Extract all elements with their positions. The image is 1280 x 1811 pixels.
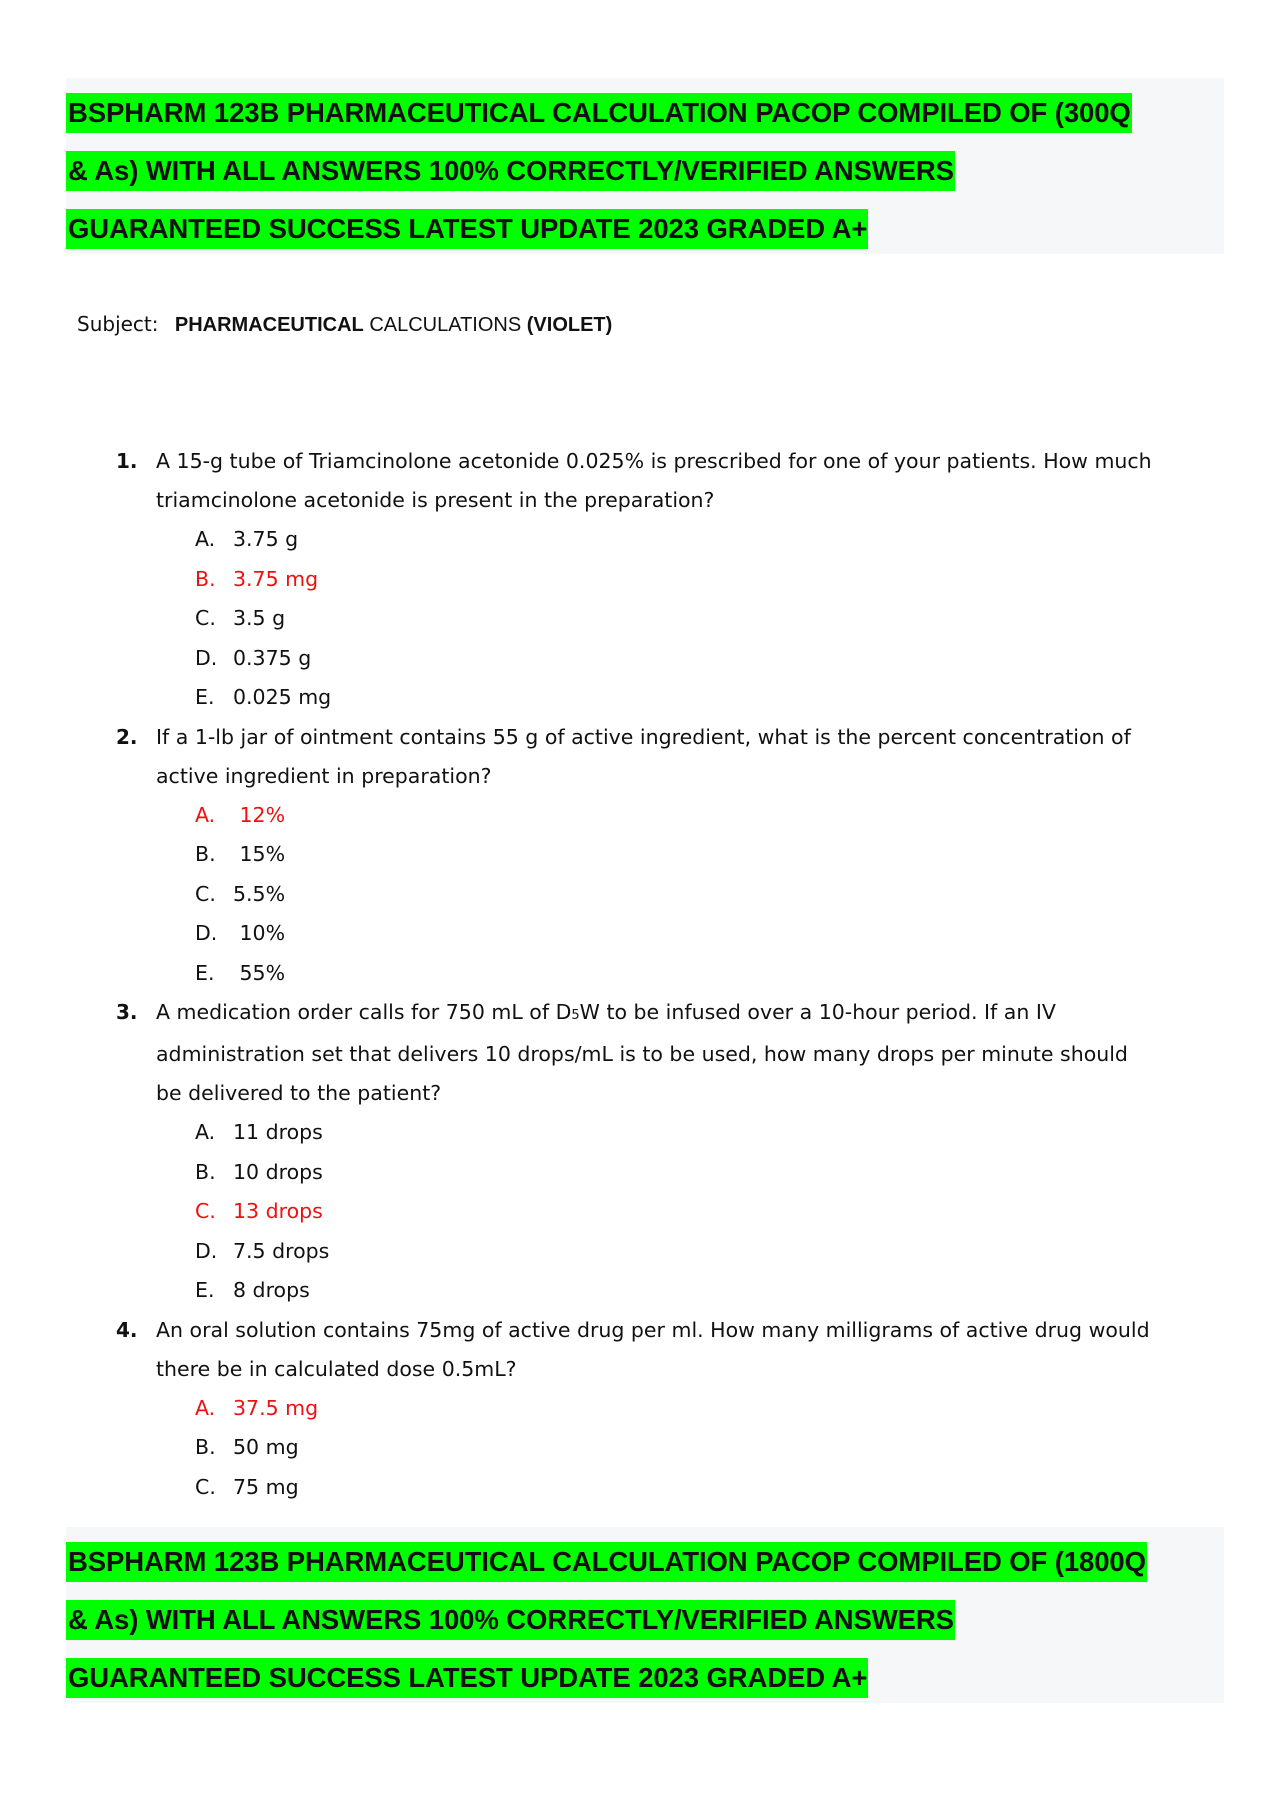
question-4 [0,1311,1280,1508]
title-line: BSPHARM 123B PHARMACEUTICAL CALCULATION PACOP COMPILED OF (300Q [66,88,1224,146]
question-2 [0,718,1280,994]
title-line: GUARANTEED SUCCESS LATEST UPDATE 2023 GRADED A+ [66,204,1224,262]
option-d: D. 10% [195,921,286,945]
option-a: A. 11 drops [195,1120,323,1144]
question-text: A 15-g tube of Triamcinolone acetonide 0.025% is prescribed for one of your patients. How much triamcinolone acetonide is present in the preparation? [156,449,1152,512]
subject-label: Subject: [77,312,159,336]
subject-part-1: PHARMACEUTICAL [174,314,364,336]
option-b: B. 50 mg [195,1435,299,1459]
title-line: BSPHARM 123B PHARMACEUTICAL CALCULATION PACOP COMPILED OF (1800Q [66,1537,1224,1595]
question-text: If a 1-lb jar of ointment contains 55 g of active ingredient, what is the percent concentration of active ingredient in preparation? [156,724,1131,788]
title-banner-bottom [66,1527,1224,1703]
option-list [0,1389,1280,1508]
question-list [0,442,1280,1507]
option-c-correct: C. 13 drops [195,1199,323,1223]
title-line: GUARANTEED SUCCESS LATEST UPDATE 2023 GRADED A+ [66,1653,1224,1711]
option-c: C. 75 mg [195,1474,299,1499]
option-d: D. 0.375 g [195,645,312,670]
option-list [0,520,1280,718]
question-number: 2. [116,724,138,749]
option-e: E. 55% [195,960,286,985]
question-number: 3. [116,1000,138,1024]
subject-line [77,312,612,337]
option-d: D. 7.5 drops [195,1238,330,1263]
option-e: E. 8 drops [195,1278,310,1302]
option-b: B. 15% [195,842,286,866]
subscript: 5 [571,1008,580,1023]
subject-part-2: CALCULATIONS [363,314,527,336]
option-list [0,1113,1280,1311]
question-text: A medication order calls for 750 mL of D5W to be infused over a 10-hour period. If an IV administration set that delivers 10 drops/mL is to be used, how many drops per minute should be delivered to the patient? [156,1000,1128,1105]
option-a-correct: A. 12% [195,802,286,827]
title-banner-top [66,78,1224,254]
question-number: 4. [116,1317,138,1342]
option-a-correct: A. 37.5 mg [195,1395,319,1420]
option-e: E. 0.025 mg [195,685,332,709]
option-b-correct: B. 3.75 mg [195,566,319,591]
option-a: A. 3.75 g [195,527,299,551]
subject-part-3: (VIOLET) [526,314,613,336]
question-1 [0,442,1280,718]
question-text: An oral solution contains 75mg of active drug per ml. How many milligrams of active drug would there be in calculated dose 0.5mL? [156,1317,1150,1381]
title-line: & As) WITH ALL ANSWERS 100% CORRECTLY/VERIFIED ANSWERS [66,146,1224,204]
title-line: & As) WITH ALL ANSWERS 100% CORRECTLY/VERIFIED ANSWERS [66,1595,1224,1653]
option-b: B. 10 drops [195,1159,323,1184]
option-list [0,796,1280,994]
option-c: C. 5.5% [195,881,286,906]
option-c: C. 3.5 g [195,606,286,630]
question-number: 1. [116,449,138,473]
question-3 [0,993,1280,1311]
